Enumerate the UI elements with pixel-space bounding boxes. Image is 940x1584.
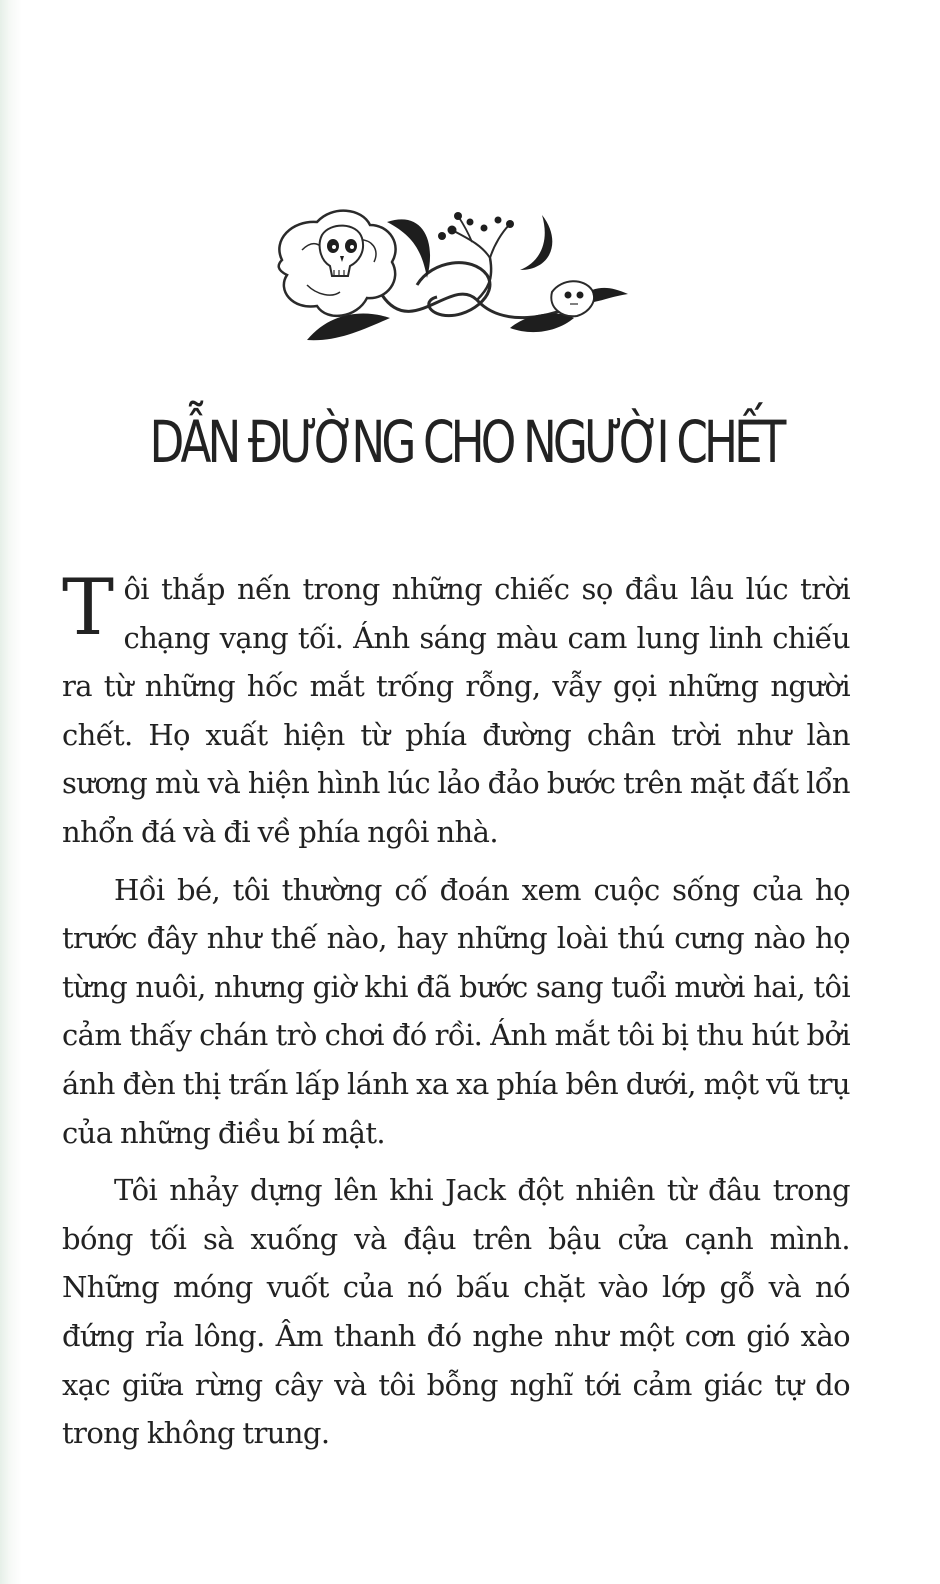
paragraph-1	[62, 565, 850, 857]
body-text	[62, 565, 850, 1467]
paragraph-text: ôi thắp nến trong những chiếc sọ đầu lâu lúc trời chạng vạng tối. Ánh sáng màu cam lung linh chiếu ra từ những hốc mắt trống rỗng, vẫy gọi những người chết. Họ xuất hiện từ phía đường chân trời như làn sương mù và hiện hình lúc lảo đảo bước trên mặt đất lổn nhổn đá và đi về phía ngôi nhà.	[62, 572, 850, 849]
paragraph-2: Hồi bé, tôi thường cố đoán xem cuộc sống của họ trước đây như thế nào, hay những loài thú cưng nào họ từng nuôi, nhưng giờ khi đã bước sang tuổi mười hai, tôi cảm thấy chán trò chơi đó rồi. Ánh mắt tôi bị thu hút bởi ánh đèn thị trấn lấp lánh xa xa phía bên dưới, một vũ trụ của những điều bí mật.	[62, 872, 850, 1150]
skull-flower-vine-icon	[262, 200, 634, 350]
chapter-title: DẪN ĐƯỜNG CHO NGƯỜI CHẾT	[149, 408, 783, 476]
drop-cap: T	[62, 563, 114, 653]
paragraph-3: Tôi nhảy dựng lên khi Jack đột nhiên từ đâu trong bóng tối sà xuống và đậu trên bậu cửa cạnh mình. Những móng vuốt của nó bấu chặt vào lớp gỗ và nó đứng rỉa lông. Âm thanh đó nghe như một cơn gió xào xạc giữa rừng cây và tôi bỗng nghĩ tới cảm giác tự do trong không trung.	[62, 1173, 850, 1451]
